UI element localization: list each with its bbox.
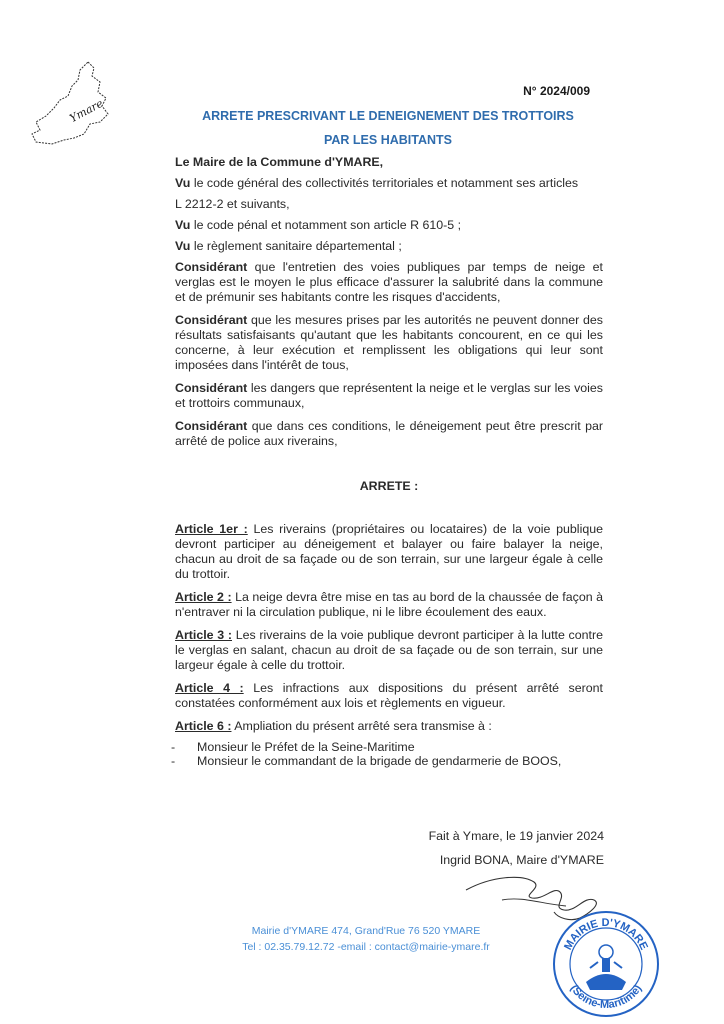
mayor-line: Le Maire de la Commune d'YMARE, xyxy=(175,155,384,169)
article-1: Article 1er : Les riverains (propriétaires ou locataires) de la voie publique devront participer au déneigement et balayer ou faire balayer la neige, chacun au droit de sa façade ou de son terrain, sur une largeur égale à celle du trottoir. xyxy=(175,522,603,581)
decree-body xyxy=(175,155,603,768)
arrete-heading: ARRETE : xyxy=(359,479,419,493)
place-and-date: Fait à Ymare, le 19 janvier 2024 xyxy=(428,829,604,843)
considerant-paragraph-1: Considérant que l'entretien des voies publiques par temps de neige et verglas est le moyen le plus efficace d'assurer la salubrité dans la commune et de prémunir ses habitants contre les risques d'accidents, xyxy=(175,260,603,304)
recipient-item: - Monsieur le commandant de la brigade de gendarmerie de BOOS, xyxy=(173,754,603,768)
vu-paragraph-1-cont: L 2212-2 et suivants, xyxy=(175,197,290,211)
decree-reference: N° 2024/009 xyxy=(523,84,590,98)
vu-paragraph-2: Vu le code pénal et notamment son article R 610-5 ; xyxy=(175,218,462,232)
vu-paragraph-1: Vu le code général des collectivités territoriales et notamment ses articles xyxy=(175,176,579,190)
considerant-paragraph-4: Considérant que dans ces conditions, le déneigement peut être prescrit par arrêté de police aux riverains, xyxy=(175,419,603,448)
logo-text: Ymare xyxy=(67,96,106,126)
signatory-name: Ingrid BONA, Maire d'YMARE xyxy=(439,853,604,867)
article-4: Article 4 : Les infractions aux dispositions du présent arrêté seront constatées conformément aux lois et règlements en vigueur. xyxy=(175,681,603,710)
article-6: Article 6 : Ampliation du présent arrêté sera transmise à : xyxy=(175,719,492,733)
stamp-bottom-text: (Seine-Maritime) xyxy=(567,982,645,1012)
recipient-list xyxy=(175,740,603,768)
considerant-paragraph-3: Considérant les dangers que représentent la neige et le verglas sur les voies et trottoirs communaux, xyxy=(175,381,603,410)
considerant-paragraph-2: Considérant que les mesures prises par les autorités ne peuvent donner des résultats satisfaisants qu'autant que les habitants concourent, en ce qui les concerne, à leur exécution et remplissent les obligations qui leur sont imposées dans l'intérêt de tous, xyxy=(175,313,603,372)
article-3: Article 3 : Les riverains de la voie publique devront participer à la lutte contre le verglas en salant, chacun au droit de sa façade ou de son terrain, sur une largeur égale à celle du trottoir. xyxy=(175,628,603,672)
decree-title-line2: PAR LES HABITANTS xyxy=(323,133,452,147)
footer-address: Mairie d'YMARE 474, Grand'Rue 76 520 YMARE xyxy=(251,925,481,937)
commune-map-outline-icon xyxy=(28,58,128,158)
vu-paragraph-3: Vu le règlement sanitaire départemental ; xyxy=(175,239,402,253)
footer-contact: Tel : 02.35.79.12.72 -email : contact@mairie-ymare.fr xyxy=(242,941,490,953)
stamp-top-text: MAIRIE D'YMARE xyxy=(562,916,650,952)
official-stamp-icon xyxy=(550,908,662,1020)
recipient-item: - Monsieur le Préfet de la Seine-Maritime xyxy=(173,740,603,754)
article-2: Article 2 : La neige devra être mise en tas au bord de la chaussée de façon à n'entraver ni la circulation publique, ni le libre écoulement des eaux. xyxy=(175,590,603,619)
decree-title-line1: ARRETE PRESCRIVANT LE DENEIGNEMENT DES TROTTOIRS xyxy=(202,109,574,123)
